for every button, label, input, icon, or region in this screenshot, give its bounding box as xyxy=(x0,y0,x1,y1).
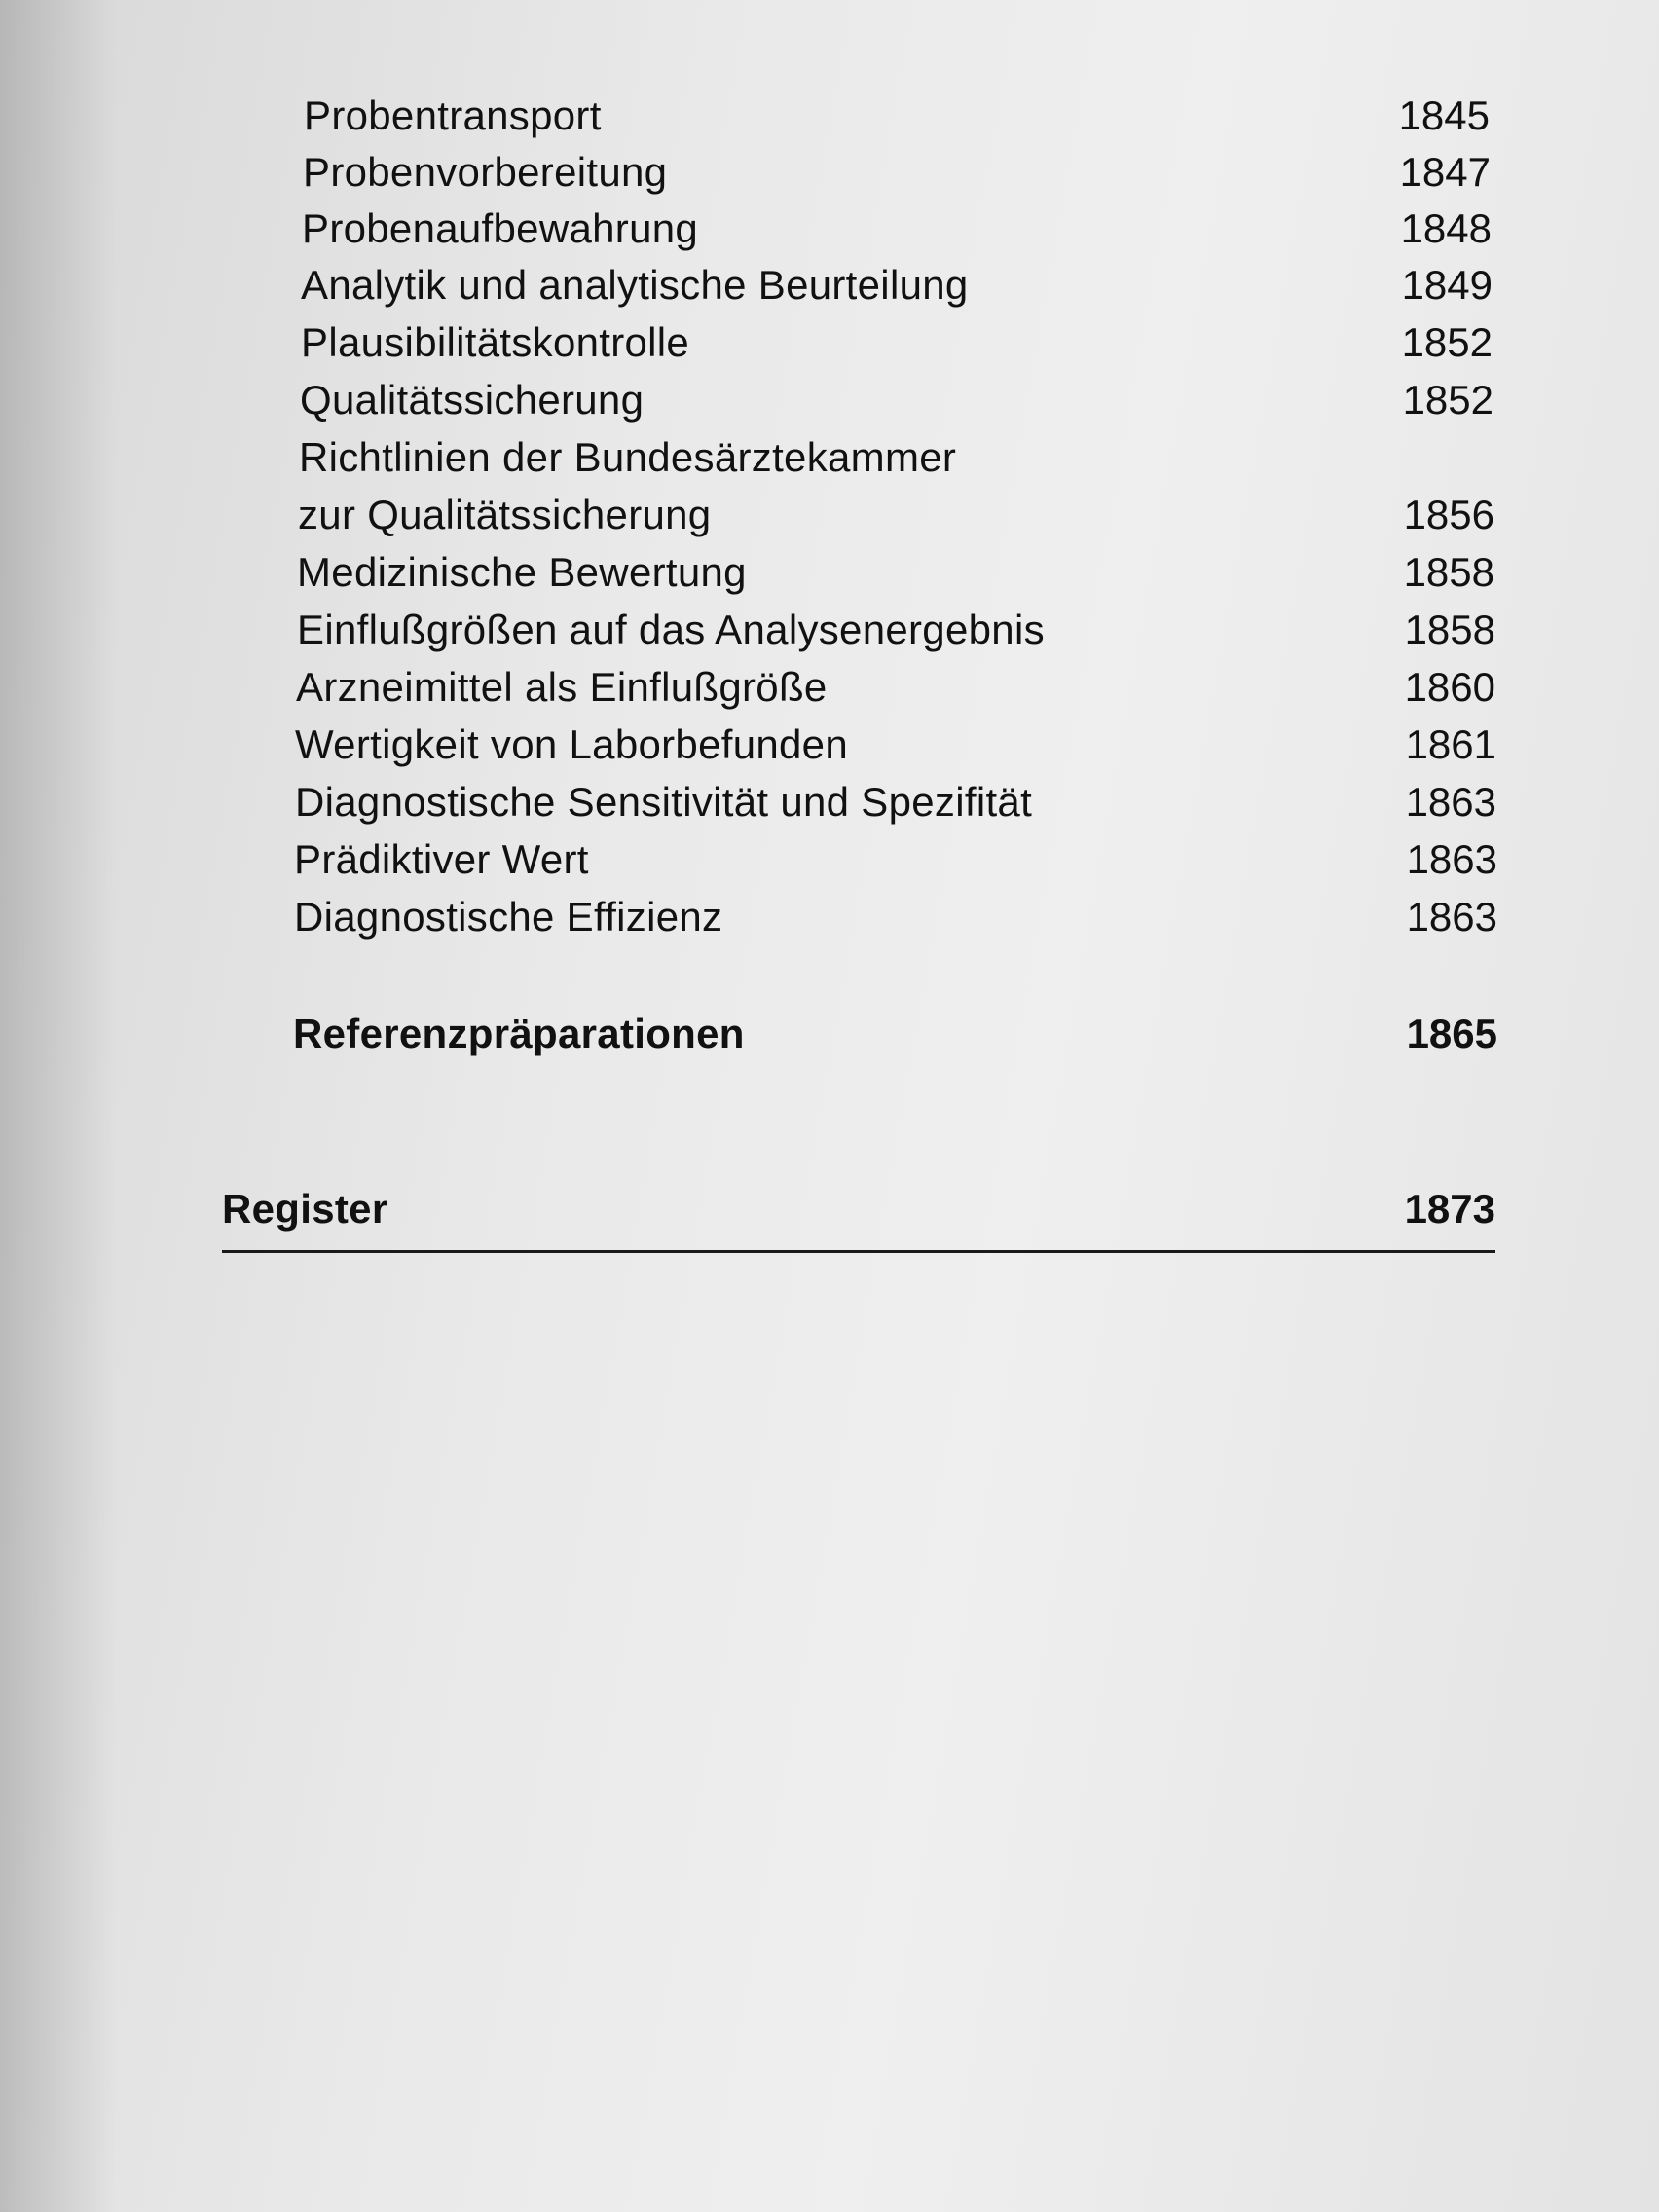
toc-entry-page: 1858 xyxy=(1403,549,1494,595)
toc-entry-title: Probenaufbewahrung xyxy=(302,205,699,251)
toc-entry-page: 1849 xyxy=(1401,262,1493,308)
toc-entry-title: Prädiktiver Wert xyxy=(294,836,589,882)
toc-entry-page: 1856 xyxy=(1403,492,1494,537)
toc-entry-title: Probentransport xyxy=(304,92,602,138)
toc-entry-title: Analytik und analytische Beurteilung xyxy=(301,262,969,308)
toc-entry-page: 1852 xyxy=(1402,377,1493,423)
chapter-heading-page: 1873 xyxy=(1404,1186,1495,1232)
toc-entry-page: 1845 xyxy=(1398,92,1490,138)
toc-entry-page: 1863 xyxy=(1406,894,1497,940)
toc-entry-page: 1860 xyxy=(1404,664,1495,710)
toc-entry-title: Arzneimittel als Einflußgröße xyxy=(296,664,828,710)
toc-entry-title: Richtlinien der Bundesärztekammer xyxy=(299,434,957,480)
toc-entry-title: Diagnostische Sensitivität und Spezifität xyxy=(295,779,1033,825)
toc-entry-page: 1847 xyxy=(1399,149,1491,195)
toc-entry-title: Plausibilitätskontrolle xyxy=(301,319,690,365)
toc-entry-page: 1863 xyxy=(1405,779,1496,825)
toc-entry-title: Medizinische Bewertung xyxy=(297,549,747,595)
chapter-rule xyxy=(222,1250,1495,1253)
section-heading-page: 1865 xyxy=(1406,1011,1497,1056)
toc-entry-title: zur Qualitätssicherung xyxy=(298,492,712,537)
toc-entry-title: Diagnostische Effizienz xyxy=(294,894,723,940)
toc-entry-page: 1858 xyxy=(1404,607,1495,652)
section-heading-title: Referenzpräparationen xyxy=(293,1011,745,1056)
toc-entry-page: 1848 xyxy=(1400,205,1492,251)
toc-entry-title: Qualitätssicherung xyxy=(300,377,645,423)
toc-entry-page: 1863 xyxy=(1406,836,1497,882)
toc-entry-page: 1861 xyxy=(1405,721,1496,767)
chapter-heading-title: Register xyxy=(222,1186,388,1232)
toc-entry-page: 1852 xyxy=(1401,319,1493,365)
toc-entry-title: Wertigkeit von Laborbefunden xyxy=(295,721,848,767)
toc-entry-title: Probenvorbereitung xyxy=(303,149,668,195)
toc-entry-title: Einflußgrößen auf das Analysenergebnis xyxy=(297,607,1045,652)
